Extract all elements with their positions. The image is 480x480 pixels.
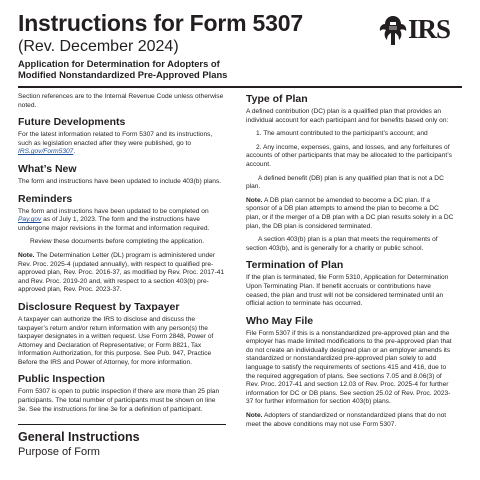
- section-403b-text: A section 403(b) plan is a plan that meets the requirements of section 403(b), and is generally for a charity or public school.: [246, 236, 438, 252]
- reminders-review-text: Review these documents before completing the application.: [30, 238, 205, 246]
- page-title: Instructions for Form 5307: [18, 10, 303, 36]
- eagle-icon: [378, 14, 408, 48]
- future-developments-text: For the latest information related to Form 5307 and its instructions, such as legislation enacted after they were published, go to IRS.gov/Form5307.: [18, 131, 213, 156]
- header-divider: [18, 86, 462, 88]
- type-of-plan-note: Note. A DB plan cannot be amended to become a DC plan. If a sponsor of a DB plan attempts to amend the plan to become a DC plan, or if the merger of a DB plan with a DC plan results solely in a DC plan, the DB plan is considered terminated.: [246, 196, 454, 230]
- irs-logo-text: IRS: [408, 14, 451, 44]
- who-may-file-text: File Form 5307 if this is a nonstandardized pre-approved plan and the employer has made limited modifications to the pre-approved plan that do not create an individually designed plan or an employer amends its standardized or nonstandardized pre-approved plan solely to add language to satisfy the requirements of sections 415 and 416, due to the required aggregation of plans. See sections 7.05 and 8.06(3) of Rev. Proc. 2017-41 and section 12.03 of Rev. Proc. 2025-4 for further information for DC or DB plans. See section 25.02 of Rev. Proc. 2023-37 for further information for section 403(b) plans.: [246, 329, 452, 406]
- type-of-plan-text: A defined contribution (DC) plan is a qualified plan that provides an individual account for each participant and for benefits based only on:: [246, 108, 449, 124]
- subtitle-line-1: Application for Determination for Adopters of: [18, 58, 220, 69]
- irs-logo: [378, 14, 468, 50]
- who-may-file-heading: Who May File: [246, 314, 314, 327]
- type-of-plan-heading: Type of Plan: [246, 93, 308, 105]
- termination-text: If the plan is terminated, file Form 5310, Application for Determination Upon Terminating Plan. If benefit accruals or contributions have ceased, the plan and trust will not be considered terminated until an official action to terminate has occurred.: [246, 274, 449, 308]
- subtitle-line-2: Modified Nonstandardized Pre-Approved Plans: [18, 69, 228, 80]
- type-of-plan-item-2: 2. Any income, expenses, gains, and losses, and any forfeitures of accounts of other participants that may be allocated to the participant’s account.: [246, 143, 452, 168]
- whats-new-text: The form and instructions have been updated to include 403(b) plans.: [18, 177, 222, 185]
- whats-new-heading: What’s New: [18, 162, 77, 175]
- termination-heading: Termination of Plan: [246, 259, 344, 272]
- db-plan-text: A defined benefit (DB) plan is any qualified plan that is not a DC plan.: [246, 174, 444, 191]
- disclosure-text: A taxpayer can authorize the IRS to disclose and discuss the taxpayer’s return and/or return information with any person(s) the taxpayer designates in a written request. Use Form 2848, Power of Attorney and Declaration of Representative; or Form 8821, Tax Information Authorization, for this purpose. See Pub. 947, Practice Before the IRS and Power of Attorney, for more information.: [18, 315, 214, 366]
- type-of-plan-item-1: 1. The amount contributed to the participant’s account; and: [256, 130, 428, 138]
- public-inspection-heading: Public Inspection: [18, 373, 105, 386]
- purpose-of-form-heading: Purpose of Form: [18, 446, 100, 459]
- paygov-link[interactable]: Pay.gov: [18, 216, 42, 224]
- right-column: [246, 93, 454, 434]
- form-subtitle: [18, 58, 227, 80]
- disclosure-heading: Disclosure Request by Taxpayer: [18, 300, 180, 313]
- future-developments-heading: Future Developments: [18, 116, 126, 129]
- who-may-file-note: Note. Adopters of standardized or nonstandardized plans that do not meet the above conditions may not use Form 5307.: [246, 412, 447, 428]
- left-column: [18, 93, 226, 459]
- reminders-note: Note. The Determination Letter (DL) program is administered under Rev. Proc. 2025-4 (updated annually), with respect to qualified pre-approved plan, Rev. Proc. 2016-37, as modified by Rev. Proc. 2017-41 and Rev. Proc. 2019-20 and, with respect to a section 403(b) pre-approved plan, Rev. Proc. 2023-37.: [18, 251, 225, 294]
- reminders-text: The form and instructions have been updated to be completed on Pay.gov as of July 1, 2023. The form and the instructions have undergone major revisions in the format and information required.: [18, 207, 210, 232]
- form5307-link[interactable]: IRS.gov/Form5307: [18, 148, 74, 156]
- reminders-heading: Reminders: [18, 192, 73, 205]
- revision-date: (Rev. December 2024): [18, 38, 179, 55]
- public-inspection-text: Form 5307 is open to public inspection if there are more than 25 plan participants. The total number of participants must be shown on line 3e. See the instructions for line 3e for a definition of participant.: [18, 388, 220, 413]
- general-instructions-heading: General Instructions: [18, 424, 226, 444]
- intro-text: Section references are to the Internal Revenue Code unless otherwise noted.: [18, 93, 224, 109]
